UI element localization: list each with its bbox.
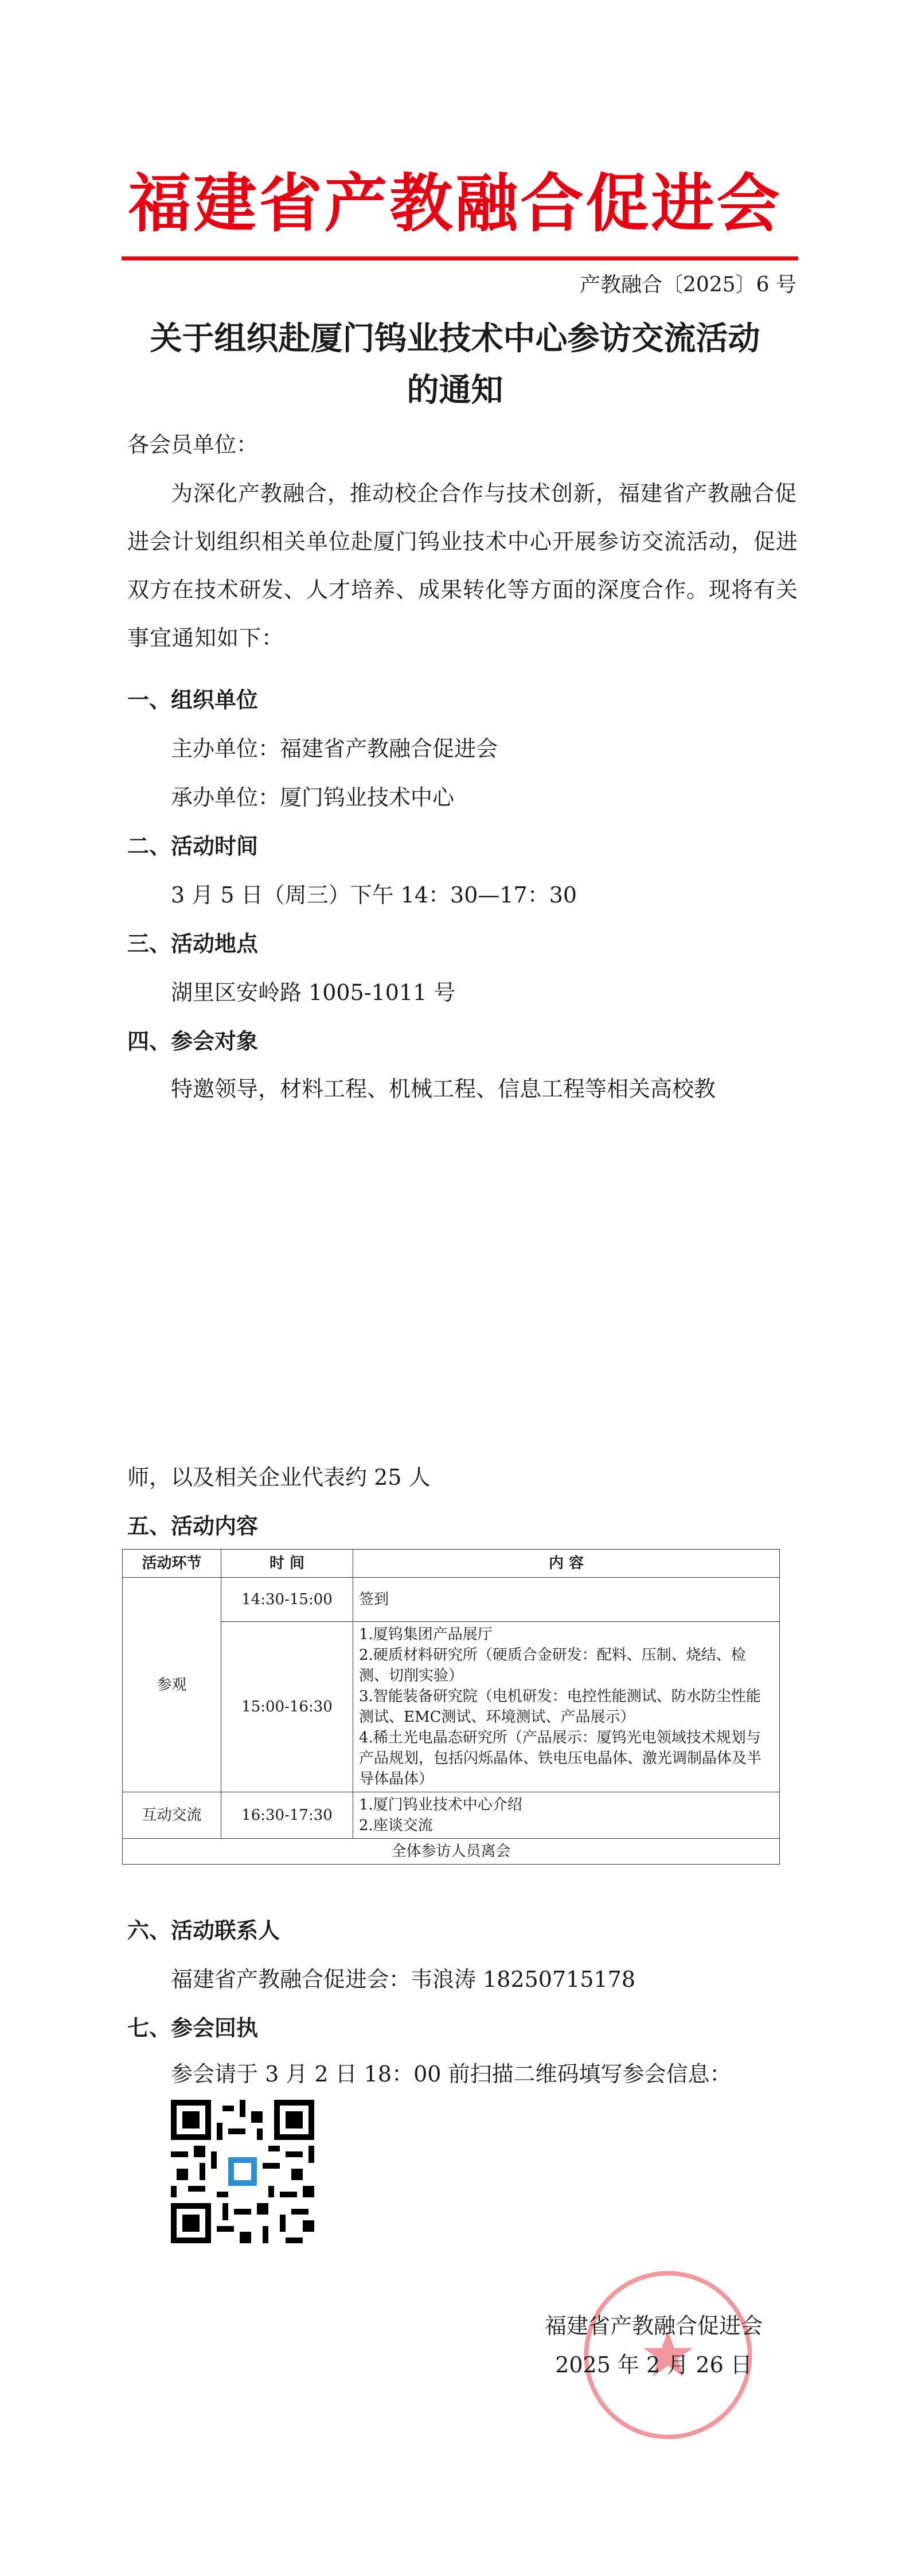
exchange-item-2: 2.座谈交流: [359, 1817, 433, 1834]
salutation: 各会员单位：: [127, 432, 259, 457]
intro-paragraph: 为深化产教融合，推动校企合作与技术创新，福建省产教融合促进会计划组织相关单位赴厦门钨业技术中心开展参访交流活动，促进双方在技术研发、人才培养、成果转化等方面的深度合作。现将有关事宜通知如下：: [127, 481, 799, 651]
table-header-row: [123, 1550, 780, 1578]
section-heading-agenda: 五、活动内容: [127, 1513, 259, 1539]
section-heading-organizers: 一、组织单位: [127, 687, 259, 713]
notice-title-line-1: 关于组织赴厦门钨业技术中心参访交流活动: [150, 320, 760, 357]
visit-item-3: 3.智能装备研究院（电机研发：电控性能测试、防水防尘性能测试、EMC测试、环境测试、产品展示）: [359, 1688, 761, 1726]
contact-person: 福建省产教融合促进会：韦浪涛 18250715178: [171, 1967, 636, 1992]
event-time: 3 月 5 日（周三）下午 14：30—17：30: [171, 882, 577, 908]
closing-row: 全体参访人员离会: [123, 1839, 780, 1865]
exchange-item-1: 1.厦门钨业技术中心介绍: [359, 1796, 522, 1814]
header-time: 时 间: [221, 1550, 353, 1578]
notice-title: [103, 313, 807, 416]
time-visit: 15:00-16:30: [221, 1622, 353, 1792]
event-place: 湖里区安岭路 1005-1011 号: [171, 980, 456, 1005]
red-divider: [122, 256, 798, 260]
header-stage: 活动环节: [123, 1550, 221, 1578]
section-heading-place: 三、活动地点: [127, 931, 259, 956]
participants-line-1: 特邀领导，材料工程、机械工程、信息工程等相关高校教: [171, 1076, 716, 1102]
signer-org: 福建省产教融合促进会: [545, 2313, 763, 2338]
org-masthead: 福建省产教融合促进会: [128, 167, 782, 240]
content-checkin: 签到: [353, 1578, 780, 1622]
signature-block: [545, 2306, 763, 2384]
time-checkin: 14:30-15:00: [221, 1578, 353, 1622]
section-heading-rsvp: 七、参会回执: [127, 2015, 259, 2041]
host-unit: 主办单位：福建省产教融合促进会: [171, 736, 498, 761]
organizer-unit: 承办单位：厦门钨业技术中心: [171, 785, 455, 810]
table-row: [123, 1622, 780, 1792]
section-heading-time: 二、活动时间: [127, 834, 259, 859]
time-exchange: 16:30-17:30: [221, 1792, 353, 1839]
agenda-table: [122, 1549, 780, 1865]
document-number: 产教融合〔2025〕6 号: [580, 273, 796, 297]
visit-item-2: 2.硬质材料研究所（硬质合金研发：配料、压制、烧结、检测、切削实验）: [359, 1647, 746, 1684]
table-row: [123, 1792, 780, 1839]
content-exchange: [353, 1792, 780, 1839]
content-visit: [353, 1622, 780, 1792]
notice-title-line-2: 的通知: [407, 371, 503, 409]
visit-item-1: 1.厦钨集团产品展厅: [359, 1626, 493, 1643]
section-heading-participants: 四、参会对象: [127, 1029, 259, 1054]
table-row: [123, 1839, 780, 1865]
section-heading-contact: 六、活动联系人: [127, 1918, 280, 1943]
sign-date: 2025 年 2 月 26 日: [555, 2352, 752, 2377]
qr-code[interactable]: [171, 2100, 314, 2243]
stage-visit: 参观: [123, 1578, 221, 1792]
table-row: [123, 1578, 780, 1622]
stage-exchange: 互动交流: [123, 1792, 221, 1839]
participants-line-2: 师，以及相关企业代表约 25 人: [127, 1465, 431, 1490]
header-content: 内 容: [353, 1550, 780, 1578]
rsvp-note: 参会请于 3 月 2 日 18：00 前扫描二维码填写参会信息：: [171, 2061, 732, 2087]
visit-item-4: 4.稀土光电晶态研究所（产品展示：厦钨光电领域技术规划与产品规划，包括闪烁晶体、铁电压电晶体、激光调制晶体及半导体晶体）: [359, 1729, 762, 1788]
